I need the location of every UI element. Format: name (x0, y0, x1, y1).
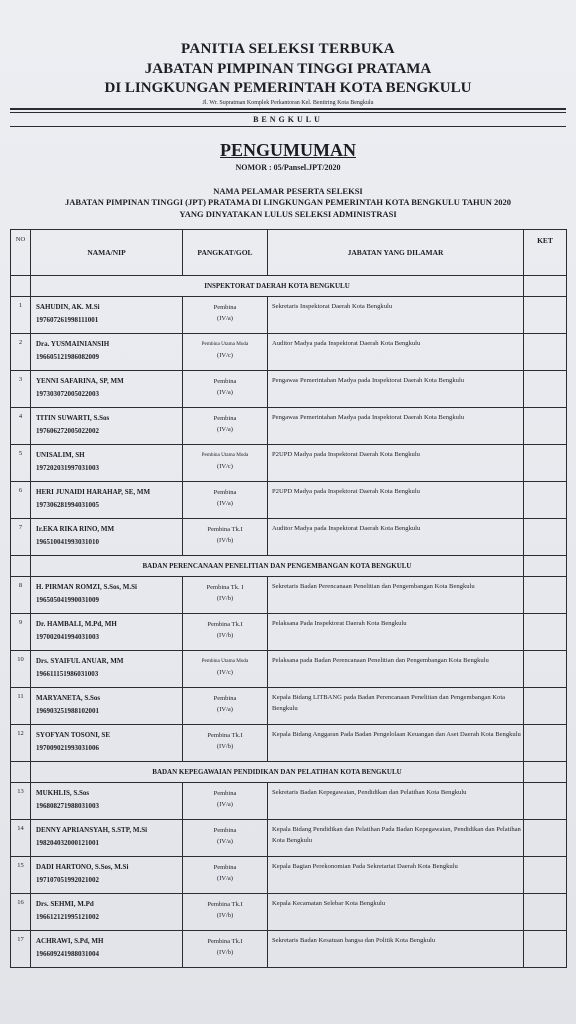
rank-label: Pembina Utama Muda (201, 658, 249, 664)
applicant-nip: 197607261998111001 (36, 316, 99, 324)
table-row (11, 857, 567, 894)
row-number: 15 (11, 857, 31, 894)
grade-label: (IV/a) (217, 801, 233, 808)
applicant-nip: 196808271988031003 (36, 802, 99, 810)
applicant-name: HERI JUNAIDI HARAHAP, SE, MM (36, 488, 151, 496)
ket-cell (524, 725, 567, 762)
row-number: 9 (11, 614, 31, 651)
applicant-cell (31, 408, 183, 445)
rank-label: Pembina (213, 304, 237, 311)
table-row (11, 783, 567, 820)
applicant-cell (31, 445, 183, 482)
table-row (11, 577, 567, 614)
announcement-title: PENGUMUMAN (220, 140, 356, 160)
position-applied: Kepala Bidang Anggaran Pada Badan Pengelolaan Keuangan dan Aset Daerah Kota Bengkulu (268, 725, 524, 762)
row-number: 1 (11, 297, 31, 334)
applicant-cell (31, 651, 183, 688)
ket-cell (524, 931, 567, 968)
applicant-nip: 197306281994031005 (36, 501, 99, 509)
applicant-name: DENNY APRIANSYAH, S.STP, M.Si (36, 826, 148, 834)
header-pangkat: PANGKAT/GOL (183, 230, 268, 276)
rank-label: Pembina (213, 695, 237, 702)
section-no-cell (11, 556, 31, 577)
table-row (11, 408, 567, 445)
applicant-cell (31, 820, 183, 857)
section-no-cell (11, 276, 31, 297)
position-applied: Kepala Bidang Pendidikan dan Pelatihan Pada Badan Kepegawaian, Pendidikan dan Pelatihan Kota Bengkulu (268, 820, 524, 857)
row-number: 5 (11, 445, 31, 482)
position-applied: Sekretaris Badan Kepegawaian, Pendidikan dan Pelatihan Kota Bengkulu (268, 783, 524, 820)
rank-cell (183, 519, 268, 556)
rank-cell (183, 482, 268, 519)
grade-label: (IV/a) (217, 875, 233, 882)
rank-cell (183, 857, 268, 894)
grade-label: (IV/b) (216, 595, 234, 602)
rank-label: Pembina Tk.I (207, 938, 243, 945)
position-applied: Auditor Madya pada Inspektorat Daerah Kota Bengkulu (268, 519, 524, 556)
ket-cell (524, 482, 567, 519)
applicant-cell (31, 297, 183, 334)
applicant-cell (31, 725, 183, 762)
grade-label: (IV/b) (216, 537, 234, 544)
header-no: NO (11, 230, 31, 276)
applicant-cell (31, 519, 183, 556)
rank-cell (183, 297, 268, 334)
rank-cell (183, 445, 268, 482)
applicant-nip: 197009021993031006 (36, 744, 99, 752)
rank-cell (183, 688, 268, 725)
rank-label: Pembina (213, 790, 237, 797)
position-applied: Kepala Kecamatan Selebar Kota Bengkulu (268, 894, 524, 931)
city-label: BENGKULU (253, 115, 323, 124)
grade-label: (IV/b) (216, 912, 234, 919)
table-row (11, 614, 567, 651)
rank-label: Pembina Tk.I (207, 526, 243, 533)
applicant-nip: 197002041994031003 (36, 633, 99, 641)
applicant-cell (31, 334, 183, 371)
ket-cell (524, 651, 567, 688)
table-row (11, 820, 567, 857)
applicant-name: Ir.EKA RIKA RINO, MM (36, 525, 115, 533)
rank-label: Pembina (213, 827, 237, 834)
row-number: 16 (11, 894, 31, 931)
grade-label: (IV/a) (217, 426, 233, 433)
row-number: 8 (11, 577, 31, 614)
rank-label: Pembina Tk.I (207, 732, 243, 739)
applicant-name: MARYANETA, S.Sos (36, 694, 101, 702)
document-number: NOMOR : 05/Pansel.JPT/2020 (235, 163, 341, 172)
applicant-nip: 197606272005022002 (36, 427, 99, 435)
row-number: 14 (11, 820, 31, 857)
row-number: 2 (11, 334, 31, 371)
applicant-nip: 197107051992021002 (36, 876, 99, 884)
grade-label: (IV/c) (217, 463, 233, 470)
applicant-nip: 196605121986082009 (36, 353, 99, 361)
rank-cell (183, 783, 268, 820)
section-row (11, 762, 567, 783)
applicant-cell (31, 688, 183, 725)
row-number: 17 (11, 931, 31, 968)
table-row (11, 688, 567, 725)
applicant-name: SYOFYAN TOSONI, SE (36, 731, 110, 739)
row-number: 12 (11, 725, 31, 762)
section-title: BADAN PERENCANAAN PENELITIAN DAN PENGEMBANGAN KOTA BENGKULU (31, 556, 524, 577)
table-body (11, 276, 567, 968)
applicant-cell (31, 577, 183, 614)
table-row (11, 519, 567, 556)
rank-label: Pembina Utama Muda (201, 452, 249, 458)
header-rule (10, 108, 566, 110)
rank-label: Pembina Utama Muda (201, 341, 249, 347)
grade-label: (IV/a) (217, 389, 233, 396)
rank-label: Pembina (213, 864, 237, 871)
ket-cell (524, 688, 567, 725)
applicant-nip: 196609241988031004 (36, 950, 99, 958)
applicant-table (10, 229, 567, 968)
applicant-cell (31, 857, 183, 894)
rank-label: Pembina (213, 415, 237, 422)
grade-label: (IV/c) (217, 352, 233, 359)
rank-cell (183, 820, 268, 857)
grade-label: (IV/a) (217, 838, 233, 845)
section-ket-cell (524, 762, 567, 783)
applicant-cell (31, 482, 183, 519)
row-number: 7 (11, 519, 31, 556)
position-applied: Pelaksana Pada Inspektorat Daerah Kota Bengkulu (268, 614, 524, 651)
position-applied: P2UPD Madya pada Inspektorat Daerah Kota Bengkulu (268, 445, 524, 482)
table-row (11, 651, 567, 688)
position-applied: Sekretaris Badan Perencanaan Penelitian dan Pengembangan Kota Bengkulu (268, 577, 524, 614)
table-row (11, 334, 567, 371)
table-row (11, 894, 567, 931)
city-rule (10, 126, 566, 127)
committee-subtitle: JABATAN PIMPINAN TINGGI PRATAMA (144, 61, 432, 77)
rank-label: Pembina Tk.I (207, 621, 243, 628)
applicant-name: TITIN SUWARTI, S.Sos (36, 414, 110, 422)
applicant-name: DADI HARTONO, S.Sos, M.Si (36, 863, 129, 871)
table-row (11, 371, 567, 408)
ket-cell (524, 783, 567, 820)
applicant-name: H. PIRMAN ROMZI, S.Sos, M.Si (36, 583, 137, 591)
position-applied: Auditor Madya pada Inspektorat Daerah Kota Bengkulu (268, 334, 524, 371)
applicant-name: SAHUDIN, AK. M.Si (36, 303, 100, 311)
section-ket-cell (524, 556, 567, 577)
row-number: 4 (11, 408, 31, 445)
ket-cell (524, 614, 567, 651)
row-number: 10 (11, 651, 31, 688)
header-rule-thin (10, 112, 566, 113)
section-row (11, 276, 567, 297)
header-jabatan: JABATAN YANG DILAMAR (268, 230, 524, 276)
ket-cell (524, 519, 567, 556)
rank-cell (183, 651, 268, 688)
applicant-cell (31, 894, 183, 931)
applicant-nip: 196612121995121002 (36, 913, 99, 921)
ket-cell (524, 334, 567, 371)
applicant-nip: 196903251988102001 (36, 707, 99, 715)
table-row (11, 482, 567, 519)
table-row (11, 725, 567, 762)
subtitle-line-2: JABATAN PIMPINAN TINGGI (JPT) PRATAMA DI LINGKUNGAN PEMERINTAH KOTA BENGKULU TAHUN 2020 (64, 197, 512, 207)
position-applied: Pengawas Pemerintahan Madya pada Inspektorat Daerah Kota Bengkulu (268, 408, 524, 445)
address-line: Jl. Wr. Supratman Komplek Perkantoran Kel. Bentiring Kota Bengkulu (202, 100, 374, 106)
ket-cell (524, 371, 567, 408)
grade-label: (IV/c) (217, 669, 233, 676)
subtitle-line-1: NAMA PELAMAR PESERTA SELEKSI (213, 186, 363, 196)
header-ket: KET (524, 230, 567, 276)
ket-cell (524, 857, 567, 894)
committee-scope: DI LINGKUNGAN PEMERINTAH KOTA BENGKULU (104, 80, 472, 96)
ket-cell (524, 577, 567, 614)
ket-cell (524, 445, 567, 482)
row-number: 6 (11, 482, 31, 519)
applicant-name: Dra. YUSMAINIANSIH (36, 340, 110, 348)
position-applied: Pengawas Pemerintahan Madya pada Inspektorat Daerah Kota Bengkulu (268, 371, 524, 408)
rank-cell (183, 371, 268, 408)
position-applied: Sekretaris Inspektorat Daerah Kota Bengkulu (268, 297, 524, 334)
section-ket-cell (524, 276, 567, 297)
applicant-name: ACHRAWI, S.Pd, MH (36, 937, 104, 945)
section-row (11, 556, 567, 577)
position-applied: Sekretaris Badan Kesatuan bangsa dan Politik Kota Bengkulu (268, 931, 524, 968)
ket-cell (524, 297, 567, 334)
applicant-name: MUKHLIS, S.Sos (36, 789, 90, 797)
position-applied: Kepala Bidang LITBANG pada Badan Perencanaan Penelitian dan Pengembangan Kota Bengkulu (268, 688, 524, 725)
applicant-nip: 196505041990031009 (36, 596, 99, 604)
committee-title: PANITIA SELEKSI TERBUKA (181, 41, 395, 57)
grade-label: (IV/a) (217, 706, 233, 713)
subtitle-line-3: YANG DINYATAKAN LULUS SELEKSI ADMINISTRASI (179, 209, 397, 219)
applicant-nip: 198204032000121001 (36, 839, 99, 847)
applicant-name: UNISALIM, SH (36, 451, 85, 459)
table-row (11, 931, 567, 968)
applicant-nip: 197202031997031003 (36, 464, 99, 472)
rank-cell (183, 408, 268, 445)
applicant-nip: 197303072005022003 (36, 390, 99, 398)
applicant-name: Drs. SYAIFUL ANUAR, MM (36, 657, 124, 665)
row-number: 11 (11, 688, 31, 725)
rank-cell (183, 334, 268, 371)
row-number: 13 (11, 783, 31, 820)
applicant-cell (31, 931, 183, 968)
rank-label: Pembina (213, 378, 237, 385)
grade-label: (IV/a) (217, 500, 233, 507)
applicant-cell (31, 783, 183, 820)
ket-cell (524, 894, 567, 931)
applicant-name: YENNI SAFARINA, SP, MM (36, 377, 124, 385)
applicant-nip: 196510041993031010 (36, 538, 99, 546)
section-no-cell (11, 762, 31, 783)
position-applied: P2UPD Madya pada Inspektorat Daerah Kota Bengkulu (268, 482, 524, 519)
grade-label: (IV/b) (216, 632, 234, 639)
grade-label: (IV/b) (216, 949, 234, 956)
section-title: INSPEKTORAT DAERAH KOTA BENGKULU (31, 276, 524, 297)
applicant-cell (31, 614, 183, 651)
rank-label: Pembina Tk. I (206, 584, 244, 591)
table-row (11, 445, 567, 482)
section-title: BADAN KEPEGAWAIAN PENDIDIKAN DAN PELATIHAN KOTA BENGKULU (31, 762, 524, 783)
rank-cell (183, 577, 268, 614)
grade-label: (IV/b) (216, 743, 234, 750)
rank-label: Pembina (213, 489, 237, 496)
header-nama: NAMA/NIP (31, 230, 183, 276)
rank-cell (183, 725, 268, 762)
row-number: 3 (11, 371, 31, 408)
rank-cell (183, 614, 268, 651)
rank-cell (183, 894, 268, 931)
applicant-name: Dr. HAMBALI, M.Pd, MH (36, 620, 117, 628)
position-applied: Kepala Bagian Perekonomian Pada Sekretariat Daerah Kota Bengkulu (268, 857, 524, 894)
ket-cell (524, 408, 567, 445)
ket-cell (524, 820, 567, 857)
applicant-cell (31, 371, 183, 408)
grade-label: (IV/a) (217, 315, 233, 322)
table-row (11, 297, 567, 334)
rank-label: Pembina Tk.I (207, 901, 243, 908)
applicant-name: Drs. SEHMI, M.Pd (36, 900, 94, 908)
rank-cell (183, 931, 268, 968)
position-applied: Pelaksana pada Badan Perencanaan Penelitian dan Pengembangan Kota Bengkulu (268, 651, 524, 688)
applicant-nip: 196611151986031003 (36, 670, 99, 678)
